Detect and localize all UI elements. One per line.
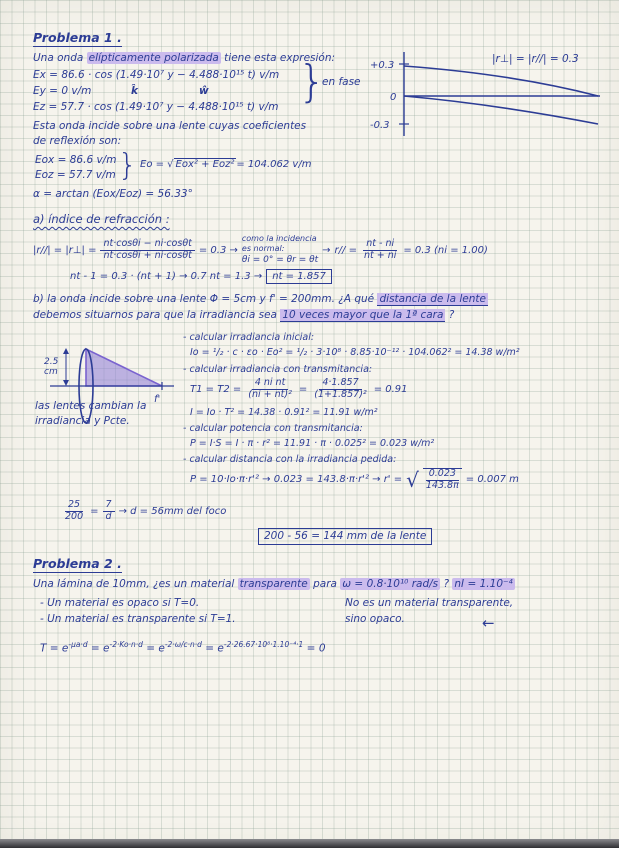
s2-fraction-1 [245,378,295,401]
a-frac2-num: nt - ni [363,239,397,251]
section-a-equation-row [33,234,488,266]
p2-highlight-ni: nI = 1.10⁻⁴ [454,578,513,590]
step3-equation: P = I·S = I · π · r² = 11.91 · π · 0.025² = 0.023 w/m² [190,438,435,449]
eoz-value: Eoz = 57.7 v/m [35,169,116,181]
eo-equation [140,158,311,170]
s4-f-num: 0.023 [426,469,459,481]
graph-label-minus: -0.3 [370,120,390,131]
s2-eq: = [298,383,308,395]
measure-arrow-up [63,348,69,354]
equation-ey: Ey = 0 v/m [33,85,92,97]
section-a-heading: a) índice de refracción : [33,212,170,226]
incide-line1: Esta onda incide sobre una lente cuyas coeficientes [33,120,307,132]
step2-label: - calcular irradiancia con transmitancia: [183,364,373,375]
a-r-lhs: r// = [334,244,357,256]
problem2-heading [33,578,515,591]
transmittance-equation [40,640,326,655]
s2-f2-den: (1+1.857)² [314,388,367,400]
t-base3: = e [142,642,165,655]
a-fraction-2 [361,239,399,262]
graph-label-zero: 0 [390,92,397,103]
t-base2: = e [87,642,110,655]
p2-head-mid1: para [309,578,341,590]
s2-f1-num: 4 ni nt [252,378,289,390]
s4-f-den: 143.8π [425,479,459,491]
brace-en-fase: } [298,56,326,107]
p2-highlight-transparente: transparente [239,578,308,590]
eo-radicand: Eox² + Eoz² [175,159,235,170]
alpha-equation: α = arctan (Eox/Eoz) = 56.33° [33,188,193,200]
s5-fraction-1 [62,500,86,523]
equation-ez: Ez = 57.7 · cos (1.49·10⁷ y − 4.488·10¹⁵ t) v/m [33,101,279,113]
s2-f1-den: (ni + nt)² [248,388,292,400]
t-base5: = 0 [303,642,326,655]
curve-r-parallel [404,96,598,124]
focal-point-label: f' [154,394,161,405]
t-base4: = e [201,642,224,655]
reflection-coefficient-graph [366,44,610,144]
b-head2-pre: debemos situarnos para que la irradiancia sea [33,309,281,321]
s5-rhs: → d = 56mm del foco [118,505,227,517]
note-line1: como la incidencia [241,234,317,243]
a-rhs: = 0.3 (ni = 1.00) [403,244,488,256]
equation-ex: Ex = 86.6 · cos (1.49·10⁷ y − 4.488·10¹⁵ t) v/m [33,69,280,81]
eo-pre: Eo = √ [140,158,174,170]
b-head2-highlight: 10 veces mayor que la 1ª cara [282,309,444,321]
section-b-heading2 [33,309,454,322]
a-lhs: |r//| = |r⊥| = [33,244,97,256]
s5-f1-den: 200 [65,510,84,522]
s4-sqrt-fraction [423,468,462,492]
step2-equation-row [190,378,408,401]
p2-highlight-omega: ω = 0.8·10¹⁰ rad/s [342,578,439,590]
transparent-rule: - Un material es transparente si T=1. [40,613,236,625]
k-hat-label: k̂ [131,85,138,97]
b-head1-highlight: distancia de la lente [379,293,486,305]
a-arrow: → [322,244,331,256]
final-distance-box: 200 - 56 = 144 mm de la lente [258,528,432,545]
conclusion-line1: No es un material transparente, [345,597,514,609]
t-base1: T = e [40,642,69,655]
s2-fraction-2 [311,378,369,401]
lens-height-value: 2.5 [44,357,59,367]
t-exponent-4: -2·26.67·10⁸·1.10⁻⁴·1 [223,640,304,649]
converging-ray-triangle [86,349,162,386]
s5-f1-num: 25 [65,500,83,512]
s2-f2-num: 4·1.857 [319,378,361,390]
nt-derivation: nt - 1 = 0.3 · (nt + 1) → 0.7 nt = 1.3 → [70,271,263,282]
problem1-intro [33,52,335,65]
a-normal-incidence-note [242,234,318,266]
s2-rhs: = 0.91 [373,383,408,395]
step2-equation-2: I = Io · T² = 14.38 · 0.91² = 11.91 w/m² [190,407,378,418]
a-mid: = 0.3 → [198,244,238,256]
opaque-rule: - Un material es opaco si T=0. [40,597,200,609]
t-exponent-2: -2·Ko·n·d [109,640,143,649]
a-fraction-1 [100,239,194,262]
incide-line2: de reflexión son: [33,135,122,147]
nt-result-row [70,269,332,284]
step1-label: - calcular irradiancia inicial: [183,332,315,343]
intro-highlight: elípticamente polarizada [88,52,219,64]
step3-label: - calcular potencia con transmitancia: [183,423,363,434]
brace-eo: } [118,148,138,183]
problem2-title: Problema 2 . [33,556,122,571]
curve-r-perpendicular [404,66,598,96]
graph-caption: |r⊥| = |r//| = 0.3 [492,53,579,65]
s5-f2-den: d [105,510,112,522]
lens-height-unit: cm [44,367,58,377]
w-hat-label: ŵ [199,85,209,97]
graph-label-plus: +0.3 [370,60,395,71]
t-exponent-3: -2·ω/c·n·d [164,640,202,649]
intro-pre: Una onda [33,52,87,64]
measure-arrow-down [63,380,69,386]
note-line3: θi = 0° = θr = θt [241,254,319,265]
a-frac1-num: nt·cosθi − ni·cosθt [100,239,194,251]
sqrt-radical: √ [406,467,419,492]
conclusion-line2: sino opaco. [345,613,405,625]
s4-lhs: P = 10·Io·π·r'² → 0.023 = 143.8·π·r'² → r' = [190,474,403,486]
lens-caption-2: irradiancia y Pcte. [35,415,130,427]
s5-fraction-2 [103,500,115,523]
a-frac2-den: nt + ni [363,249,397,261]
eox-value: Eox = 86.6 v/m [35,154,117,166]
section-b-heading1 [33,293,488,306]
s4-rhs: = 0.007 m [465,474,519,486]
nt-result-box: nt = 1.857 [266,269,332,284]
similar-triangles-row [62,500,226,523]
p2-head-pre: Una lámina de 10mm, ¿es un material [33,578,238,590]
note-line2: es normal: [241,244,285,254]
s2-lhs: T1 = T2 = [190,383,242,395]
s5-eq: = [90,505,99,517]
step1-equation: Io = ¹/₂ · c · εo · Eo² = ¹/₂ · 3·10⁸ · 8.85·10⁻¹² · 104.062² = 14.38 w/m² [190,347,520,358]
eo-post: = 104.062 v/m [236,158,312,170]
s5-f2-num: 7 [103,500,115,512]
page-bottom-edge [0,839,619,848]
problem1-title: Problema 1 . [33,30,122,45]
a-frac1-den: nt·cosθi + ni·cosθt [103,249,192,261]
step4-label: - calcular distancia con la irradiancia pedida: [183,454,397,465]
en-fase-label: en fase [322,76,361,88]
left-arrow-icon: ← [482,614,495,632]
b-head2-post: ? [445,309,455,321]
lens-figure [22,328,182,428]
intro-post: tiene esta expresión: [220,52,336,64]
b-head1-pre: b) la onda incide sobre una lente Φ = 5cm y f' = 200mm. ¿A qué [33,293,378,305]
p2-head-mid2: ? [440,578,453,590]
lens-caption-1: las lentes cambian la [35,400,147,412]
t-exponent-1: -μa·d [68,640,88,649]
step4-equation-row [190,468,519,492]
